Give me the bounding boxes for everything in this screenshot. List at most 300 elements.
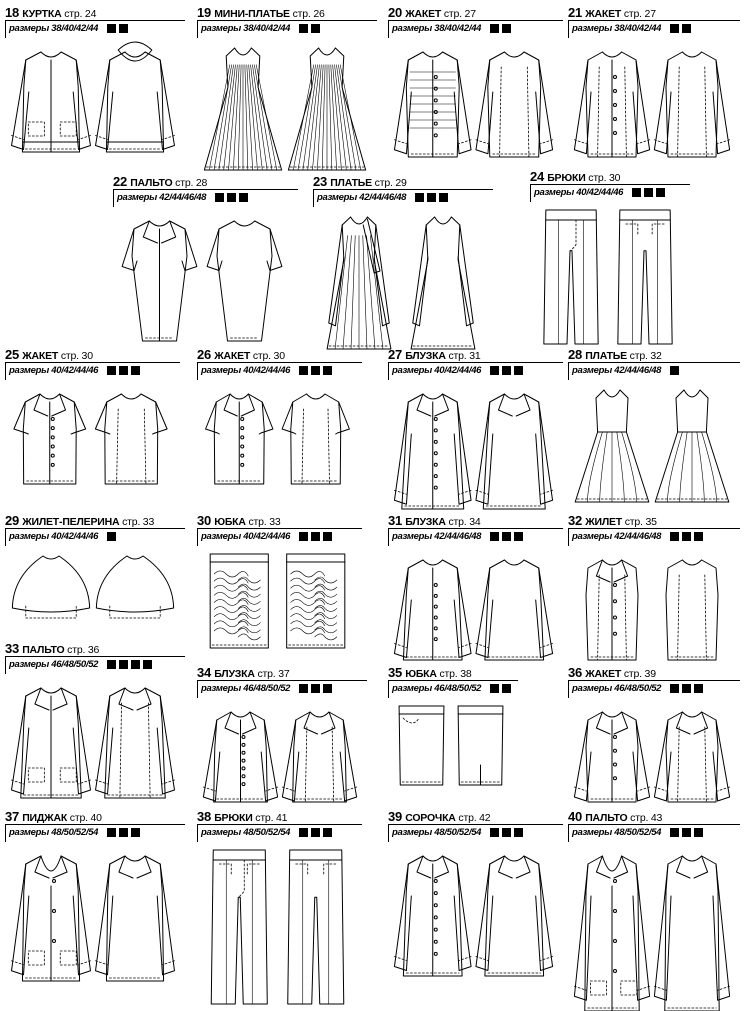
size-square (311, 366, 320, 375)
size-square (311, 24, 320, 33)
item-sizes (572, 827, 706, 838)
size-square (323, 684, 332, 693)
sizes-value: 42/44/46/48 (434, 531, 482, 543)
size-square (502, 24, 511, 33)
size-square (682, 532, 691, 541)
sizes-label: размеры (9, 531, 52, 543)
item-page: стр. 30 (252, 350, 285, 362)
header-vbar (388, 680, 389, 698)
item-number: 25 (5, 347, 20, 362)
size-square (670, 828, 679, 837)
size-squares (299, 683, 335, 694)
sizes-label: размеры (392, 827, 435, 839)
header-vbar (568, 824, 569, 842)
item-page: стр. 37 (257, 668, 290, 680)
item-number: 24 (530, 169, 545, 184)
item-header (568, 514, 657, 529)
garment-sketch (9, 846, 177, 981)
item-header (197, 514, 281, 529)
sizes-value: 46/48/50/52 (243, 683, 291, 695)
item-sizes (572, 23, 694, 34)
item-number: 30 (197, 513, 212, 528)
sizes-value: 46/48/50/52 (614, 683, 662, 695)
item-number: 21 (568, 5, 583, 20)
garment-sketch (9, 550, 177, 620)
sizes-value: 38/40/42/44 (243, 23, 291, 35)
item-page: стр. 35 (624, 516, 657, 528)
item-name: ПЛАТЬЕ (585, 350, 630, 362)
header-vbar (5, 656, 6, 674)
header-rule (5, 656, 185, 657)
header-vbar (388, 528, 389, 546)
size-squares (415, 192, 451, 203)
size-square (299, 532, 308, 541)
sizes-value: 38/40/42/44 (434, 23, 482, 35)
size-square (632, 188, 641, 197)
size-square (670, 684, 679, 693)
size-square (682, 684, 691, 693)
header-vbar (113, 189, 114, 207)
item-number: 23 (313, 174, 328, 189)
item-name: ЖАКЕТ (22, 350, 61, 362)
item-page: стр. 33 (122, 516, 155, 528)
header-rule (388, 528, 563, 529)
size-square (107, 366, 116, 375)
size-square (670, 366, 679, 375)
size-squares (490, 365, 526, 376)
header-rule (197, 362, 362, 363)
size-squares (299, 827, 335, 838)
size-square (299, 24, 308, 33)
garment-sketch (572, 384, 732, 504)
size-square (131, 366, 140, 375)
size-square (502, 828, 511, 837)
header-vbar (5, 362, 6, 380)
size-square (107, 24, 116, 33)
size-square (670, 24, 679, 33)
item-sizes (9, 827, 143, 838)
item-name: ПЛАТЬЕ (330, 177, 375, 189)
garment-sketch (392, 702, 510, 787)
size-squares (670, 827, 706, 838)
sizes-value: 46/48/50/52 (434, 683, 482, 695)
garment-sketch (201, 384, 354, 484)
garment-sketch (572, 846, 732, 1011)
header-vbar (197, 528, 198, 546)
item-header (5, 514, 154, 529)
item-header (388, 348, 481, 363)
header-rule (388, 362, 563, 363)
header-vbar (197, 680, 198, 698)
item-sizes (9, 531, 119, 542)
item-name: ЖАКЕТ (585, 668, 624, 680)
header-rule (5, 362, 180, 363)
size-square (299, 366, 308, 375)
size-square (644, 188, 653, 197)
size-squares (670, 365, 682, 376)
item-header (530, 170, 620, 185)
size-square (107, 660, 116, 669)
size-square (323, 532, 332, 541)
item-number: 36 (568, 665, 583, 680)
header-vbar (568, 20, 569, 38)
item-sizes (201, 365, 335, 376)
item-page: стр. 32 (629, 350, 662, 362)
header-rule (113, 189, 298, 190)
item-name: ПАЛЬТО (585, 812, 631, 824)
garment-sketch (572, 702, 732, 802)
sizes-label: размеры (392, 683, 435, 695)
sizes-label: размеры (392, 23, 435, 35)
item-page: стр. 30 (588, 172, 621, 184)
sizes-value: 40/42/44/46 (434, 365, 482, 377)
item-name: БЛУЗКА (405, 516, 449, 528)
sizes-label: размеры (572, 683, 615, 695)
item-sizes (392, 365, 526, 376)
size-square (311, 684, 320, 693)
sizes-label: размеры (572, 827, 615, 839)
garment-sketch (201, 702, 359, 802)
item-name: ЖАКЕТ (214, 350, 253, 362)
sizes-label: размеры (201, 827, 244, 839)
header-rule (568, 362, 740, 363)
sizes-value: 48/50/52/54 (614, 827, 662, 839)
size-square (514, 828, 523, 837)
header-vbar (388, 824, 389, 842)
garment-sketch (117, 211, 287, 341)
sizes-label: размеры (9, 365, 52, 377)
sizes-label: размеры (201, 531, 244, 543)
header-rule (388, 20, 563, 21)
size-square (502, 532, 511, 541)
item-page: стр. 38 (439, 668, 472, 680)
sizes-value: 40/42/44/46 (243, 365, 291, 377)
item-sizes (9, 659, 155, 670)
size-squares (670, 23, 694, 34)
header-vbar (313, 189, 314, 207)
item-name: ЖИЛЕТ-ПЕЛЕРИНА (22, 516, 123, 528)
size-square (143, 660, 152, 669)
size-square (239, 193, 248, 202)
item-header (388, 666, 472, 681)
item-header (113, 175, 207, 190)
item-name: ЖАКЕТ (585, 8, 624, 20)
item-name: ЮБКА (214, 516, 249, 528)
item-header (388, 810, 490, 825)
size-squares (670, 683, 706, 694)
item-header (5, 348, 93, 363)
garment-sketch (534, 206, 682, 346)
item-header (388, 514, 481, 529)
sizes-label: размеры (9, 827, 52, 839)
item-sizes (201, 531, 335, 542)
header-vbar (388, 362, 389, 380)
garment-sketch (9, 384, 172, 484)
header-rule (197, 824, 362, 825)
size-square (311, 532, 320, 541)
garment-sketch (9, 42, 177, 152)
size-square (694, 684, 703, 693)
size-square (490, 828, 499, 837)
item-number: 40 (568, 809, 583, 824)
sizes-value: 48/50/52/54 (434, 827, 482, 839)
garment-sketch (392, 550, 555, 660)
item-sizes (572, 365, 682, 376)
size-square (427, 193, 436, 202)
item-page: стр. 41 (255, 812, 288, 824)
item-sizes (534, 187, 668, 198)
item-name: БЛУЗКА (214, 668, 258, 680)
item-page: стр. 33 (248, 516, 281, 528)
size-square (656, 188, 665, 197)
size-square (131, 660, 140, 669)
item-sizes (201, 683, 335, 694)
sizes-label: размеры (9, 23, 52, 35)
size-square (131, 828, 140, 837)
item-page: стр. 36 (67, 644, 100, 656)
item-number: 27 (388, 347, 403, 362)
item-name: ПАЛЬТО (22, 644, 68, 656)
header-vbar (568, 362, 569, 380)
item-number: 22 (113, 174, 128, 189)
header-rule (388, 824, 563, 825)
size-square (215, 193, 224, 202)
sizes-value: 38/40/42/44 (614, 23, 662, 35)
item-number: 38 (197, 809, 212, 824)
item-sizes (392, 827, 526, 838)
sizes-value: 42/44/46/48 (159, 192, 207, 204)
size-squares (490, 683, 514, 694)
item-name: ПИДЖАК (22, 812, 70, 824)
size-square (502, 684, 511, 693)
item-page: стр. 34 (448, 516, 481, 528)
header-rule (568, 680, 740, 681)
garment-sketch (317, 211, 485, 351)
item-header (388, 6, 476, 21)
header-vbar (568, 528, 569, 546)
item-sizes (9, 365, 143, 376)
item-number: 28 (568, 347, 583, 362)
size-squares (107, 659, 155, 670)
sizes-value: 42/44/46/48 (359, 192, 407, 204)
header-vbar (5, 20, 6, 38)
size-square (415, 193, 424, 202)
size-square (490, 24, 499, 33)
header-vbar (388, 20, 389, 38)
item-sizes (572, 683, 706, 694)
size-squares (299, 23, 323, 34)
size-square (682, 828, 691, 837)
header-rule (5, 528, 185, 529)
garment-sketch (201, 846, 354, 1006)
size-square (694, 828, 703, 837)
garment-sketch (201, 550, 354, 650)
size-square (502, 366, 511, 375)
size-square (323, 366, 332, 375)
size-square (107, 828, 116, 837)
item-header (5, 810, 102, 825)
item-sizes (392, 683, 514, 694)
garment-sketch (9, 678, 177, 798)
sizes-value: 40/42/44/46 (51, 365, 99, 377)
item-page: стр. 43 (630, 812, 663, 824)
item-page: стр. 31 (448, 350, 481, 362)
item-page: стр. 30 (60, 350, 93, 362)
size-squares (107, 531, 119, 542)
header-rule (5, 824, 185, 825)
size-square (490, 532, 499, 541)
item-number: 32 (568, 513, 583, 528)
item-sizes (392, 23, 514, 34)
item-page: стр. 40 (69, 812, 102, 824)
item-header (568, 810, 662, 825)
item-header (313, 175, 407, 190)
sizes-label: размеры (572, 531, 615, 543)
item-page: стр. 29 (374, 177, 407, 189)
item-page: стр. 42 (458, 812, 491, 824)
sizes-label: размеры (392, 365, 435, 377)
size-square (670, 532, 679, 541)
garment-sketch (392, 384, 555, 509)
header-rule (388, 680, 518, 681)
item-sizes (9, 23, 131, 34)
item-header (5, 642, 99, 657)
item-header (568, 348, 662, 363)
garment-sketch (392, 42, 555, 157)
item-header (568, 6, 656, 21)
size-square (107, 532, 116, 541)
item-name: БРЮКИ (214, 812, 256, 824)
garment-sketch (201, 42, 369, 172)
size-square (490, 684, 499, 693)
size-square (694, 532, 703, 541)
item-name: СОРОЧКА (405, 812, 459, 824)
size-square (119, 660, 128, 669)
sizes-value: 40/42/44/46 (243, 531, 291, 543)
item-name: БЛУЗКА (405, 350, 449, 362)
garment-sketch (392, 846, 555, 976)
item-header (197, 666, 290, 681)
size-square (323, 828, 332, 837)
item-number: 37 (5, 809, 20, 824)
sizes-value: 40/42/44/46 (51, 531, 99, 543)
item-page: стр. 27 (443, 8, 476, 20)
item-name: КУРТКА (22, 8, 65, 20)
size-square (119, 828, 128, 837)
sizes-value: 40/42/44/46 (576, 187, 624, 199)
header-rule (313, 189, 493, 190)
size-square (299, 684, 308, 693)
item-name: ЖАКЕТ (405, 8, 444, 20)
item-number: 31 (388, 513, 403, 528)
header-rule (530, 184, 690, 185)
item-number: 35 (388, 665, 403, 680)
sizes-label: размеры (201, 23, 244, 35)
item-name: ЮБКА (405, 668, 440, 680)
sizes-label: размеры (201, 365, 244, 377)
size-square (119, 366, 128, 375)
size-squares (107, 365, 143, 376)
item-sizes (392, 531, 526, 542)
size-square (299, 828, 308, 837)
item-header (197, 6, 325, 21)
item-page: стр. 24 (64, 8, 97, 20)
item-page: стр. 39 (623, 668, 656, 680)
header-rule (197, 680, 367, 681)
item-page: стр. 28 (175, 177, 208, 189)
sizes-label: размеры (117, 192, 160, 204)
sizes-value: 46/48/50/52 (51, 659, 99, 671)
size-squares (632, 187, 668, 198)
size-squares (490, 531, 526, 542)
item-number: 33 (5, 641, 20, 656)
garment-sketch (572, 42, 732, 157)
size-square (311, 828, 320, 837)
header-vbar (568, 680, 569, 698)
size-squares (490, 23, 514, 34)
sizes-value: 42/44/46/48 (614, 365, 662, 377)
sizes-value: 42/44/46/48 (614, 531, 662, 543)
item-name: МИНИ-ПЛАТЬЕ (214, 8, 293, 20)
size-squares (107, 23, 131, 34)
sizes-label: размеры (572, 23, 615, 35)
item-header (197, 810, 287, 825)
sizes-label: размеры (392, 531, 435, 543)
item-sizes (317, 192, 451, 203)
header-vbar (197, 824, 198, 842)
garment-sketch (572, 550, 732, 660)
item-number: 29 (5, 513, 20, 528)
header-rule (197, 528, 362, 529)
size-squares (107, 827, 143, 838)
sizes-label: размеры (572, 365, 615, 377)
item-sizes (572, 531, 706, 542)
header-rule (568, 20, 740, 21)
header-vbar (5, 528, 6, 546)
size-square (439, 193, 448, 202)
sizes-label: размеры (317, 192, 360, 204)
size-squares (670, 531, 706, 542)
item-page: стр. 26 (292, 8, 325, 20)
item-page: стр. 27 (623, 8, 656, 20)
item-number: 20 (388, 5, 403, 20)
item-number: 34 (197, 665, 212, 680)
sizes-value: 48/50/52/54 (51, 827, 99, 839)
size-square (682, 24, 691, 33)
item-header (197, 348, 285, 363)
size-squares (215, 192, 251, 203)
size-squares (490, 827, 526, 838)
header-rule (5, 20, 185, 21)
size-squares (299, 365, 335, 376)
size-square (227, 193, 236, 202)
sizes-value: 48/50/52/54 (243, 827, 291, 839)
item-number: 26 (197, 347, 212, 362)
sizes-label: размеры (9, 659, 52, 671)
sizes-label: размеры (201, 683, 244, 695)
header-vbar (197, 20, 198, 38)
item-header (5, 6, 96, 21)
item-sizes (117, 192, 251, 203)
size-square (514, 366, 523, 375)
item-name: ЖИЛЕТ (585, 516, 625, 528)
item-name: ПАЛЬТО (130, 177, 176, 189)
item-number: 18 (5, 5, 20, 20)
header-vbar (530, 184, 531, 202)
item-sizes (201, 827, 335, 838)
sizes-label: размеры (534, 187, 577, 199)
item-number: 39 (388, 809, 403, 824)
